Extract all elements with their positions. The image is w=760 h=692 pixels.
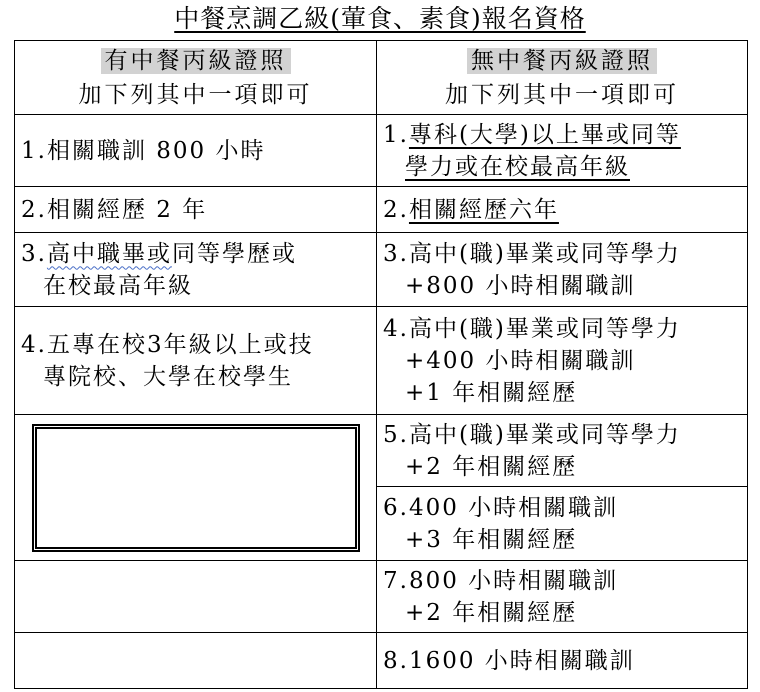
with-item-blank	[15, 415, 377, 561]
blank-frame	[32, 424, 360, 552]
header-row	[15, 41, 748, 115]
without-item-4: 4.高中(職)畢業或同等學力 +400 小時相關職訓 +1 年相關經歷	[377, 307, 748, 415]
without-item-2: 2.相關經歷六年	[377, 187, 748, 233]
page-title: 中餐烹調乙級(葷食、素食)報名資格	[174, 4, 586, 33]
without-item-5: 5.高中(職)畢業或同等學力 +2 年相關經歷	[377, 415, 748, 487]
table-row	[15, 187, 748, 233]
table-row	[15, 415, 748, 487]
table-row	[15, 233, 748, 307]
table-row	[15, 307, 748, 415]
with-empty-7	[15, 561, 377, 633]
without-license-subheading: 加下列其中一項即可	[445, 81, 679, 108]
with-license-subheading: 加下列其中一項即可	[78, 81, 313, 108]
without-item-3: 3.高中(職)畢業或同等學力 +800 小時相關職訓	[377, 233, 748, 307]
without-item-7: 7.800 小時相關職訓 +2 年相關經歷	[377, 561, 748, 633]
without-license-heading: 無中餐丙級證照	[467, 48, 657, 74]
without-item-8: 8.1600 小時相關職訓	[377, 633, 748, 689]
header-with-license	[15, 41, 377, 115]
with-item-2: 2.相關經歷 2 年	[15, 187, 377, 233]
with-item-1: 1.相關職訓 800 小時	[15, 115, 377, 187]
without-item-1: 1.專科(大學)以上畢或同等 學力或在校最高年級	[377, 115, 748, 187]
eligibility-table	[14, 40, 748, 689]
table-row	[15, 115, 748, 187]
with-item-4: 4.五專在校3年級以上或技 專院校、大學在校學生	[15, 307, 377, 415]
header-without-license	[377, 41, 748, 115]
with-license-heading: 有中餐丙級證照	[101, 48, 291, 74]
with-item-3: 3.高中職畢或同等學歷或 在校最高年級	[15, 233, 377, 307]
with-empty-8	[15, 633, 377, 689]
without-item-6: 6.400 小時相關職訓 +3 年相關經歷	[377, 487, 748, 561]
table-row	[15, 561, 748, 633]
table-row	[15, 633, 748, 689]
